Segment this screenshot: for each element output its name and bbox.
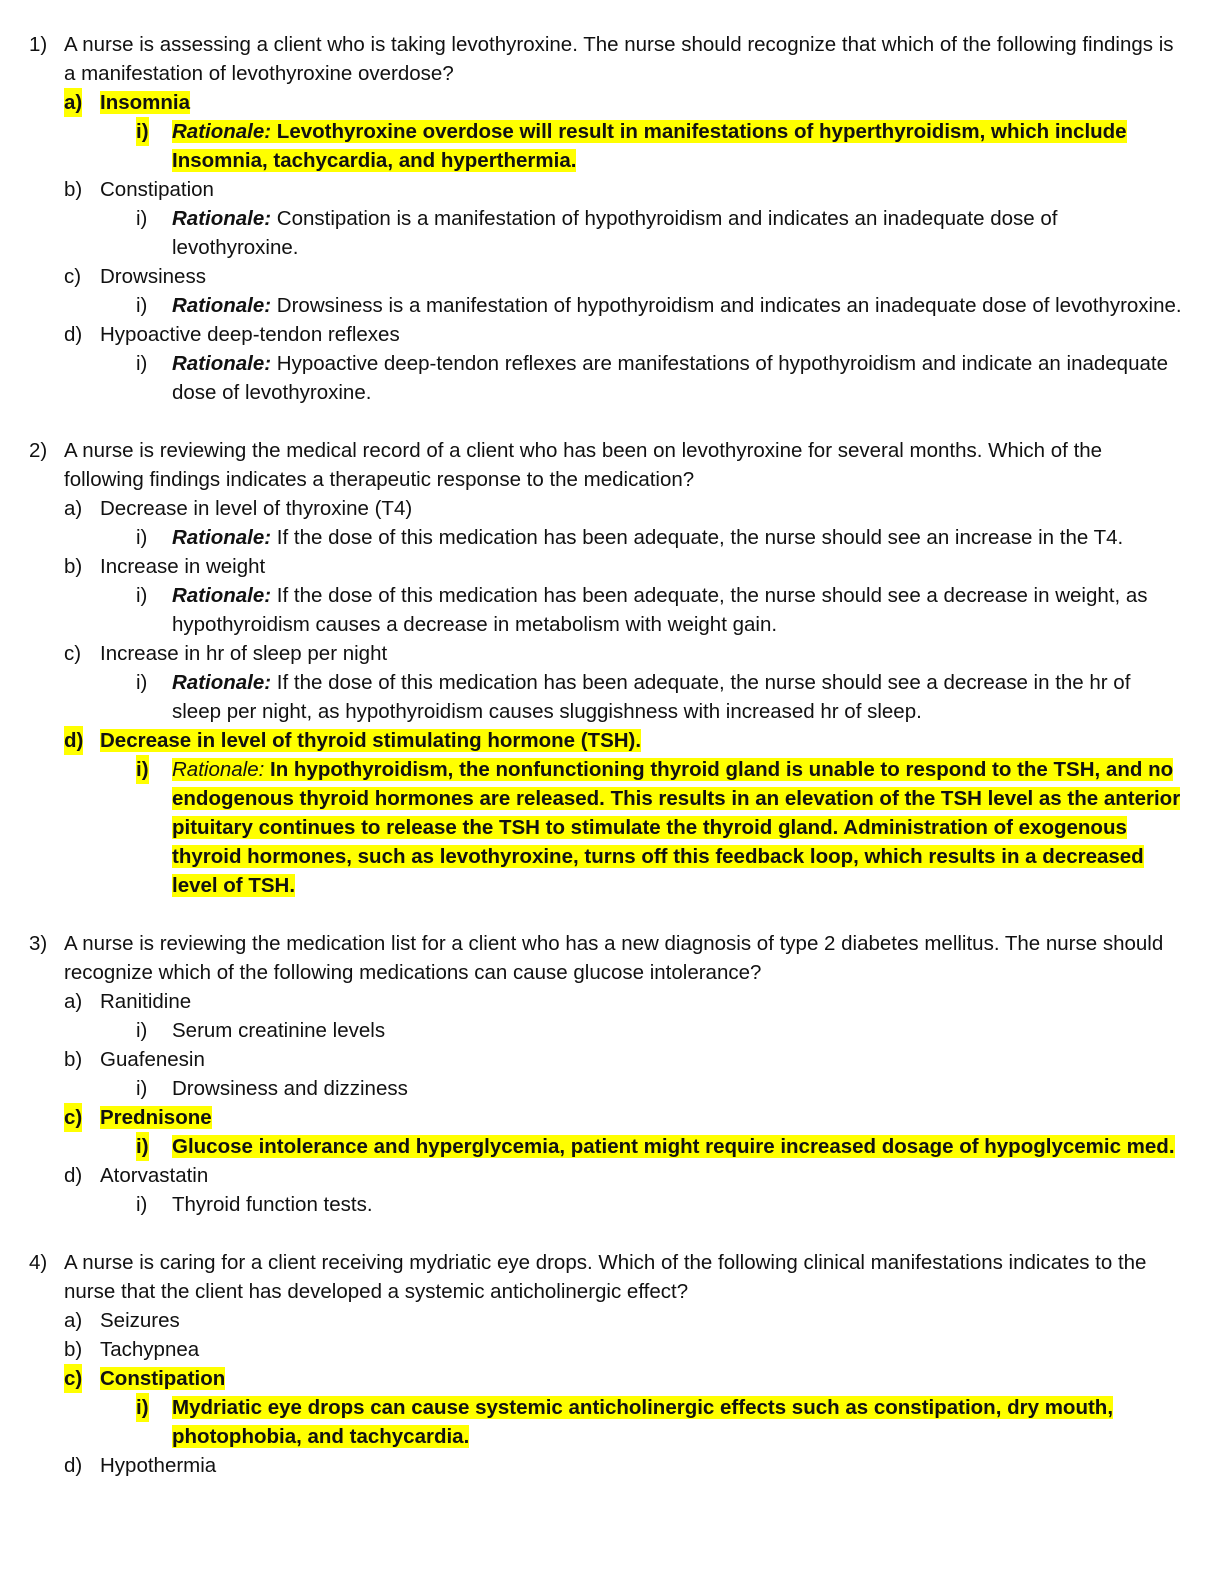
option-letter: a) [64, 88, 82, 117]
rationale-number: i) [136, 584, 148, 607]
option-letter: c) [64, 1364, 82, 1393]
option-text: Atorvastatin [100, 1164, 209, 1187]
option-text: Increase in weight [100, 555, 266, 578]
option-b [64, 175, 1184, 204]
rationale-number: i) [136, 1019, 148, 1042]
option-text: Ranitidine [100, 990, 192, 1013]
option-text: Seizures [100, 1309, 180, 1332]
rationale-wrap [64, 204, 1184, 262]
option-letter: c) [64, 642, 82, 665]
rationale-number: i) [136, 117, 149, 146]
question-stem: A nurse is caring for a client receiving mydriatic eye drops. Which of the following clinical manifestations indicates to the nurse that the client has developed a systemic anticholinergic effect? [64, 1251, 1147, 1303]
option-b [64, 1335, 1184, 1364]
rationale-wrap [64, 1190, 1184, 1219]
rationale [100, 117, 1184, 175]
question-4 [0, 1248, 1224, 1480]
spacer [0, 1219, 1224, 1248]
rationale [100, 668, 1184, 726]
option-a [64, 987, 1184, 1016]
rationale [100, 523, 1184, 552]
option-a [64, 88, 1184, 117]
option-letter: b) [64, 178, 83, 201]
rationale-number: i) [136, 526, 148, 549]
rationale-number: i) [136, 1193, 148, 1216]
question-2 [0, 436, 1224, 900]
rationale-text: Drowsiness is a manifestation of hypothyroidism and indicates an inadequate dose of levothyroxine. [271, 294, 1182, 317]
option-letter: b) [64, 1338, 83, 1361]
option-text: Hypothermia [100, 1454, 217, 1477]
option-letter: b) [64, 1048, 83, 1071]
option-text: Tachypnea [100, 1338, 200, 1361]
rationale [100, 349, 1184, 407]
rationale-wrap [64, 349, 1184, 407]
option-text: Increase in hr of sleep per night [100, 642, 388, 665]
rationale [100, 581, 1184, 639]
question-number: 3) [29, 932, 48, 955]
rationale-text: Drowsiness and dizziness [172, 1077, 408, 1100]
rationale-label: Rationale: [172, 758, 265, 781]
option-letter: c) [64, 265, 82, 288]
rationale-wrap [64, 755, 1184, 900]
option-text: Drowsiness [100, 265, 206, 288]
rationale-number: i) [136, 1077, 148, 1100]
rationale-text: Mydriatic eye drops can cause systemic anticholinergic effects such as constipation, dry mouth, photophobia, and tachycardia. [172, 1396, 1114, 1448]
option-text: Hypoactive deep-tendon reflexes [100, 323, 400, 346]
option-a [64, 1306, 1184, 1335]
option-d [64, 1451, 1184, 1480]
option-c [64, 1103, 1184, 1132]
rationale-number: i) [136, 352, 148, 375]
rationale [100, 204, 1184, 262]
rationale [100, 1393, 1184, 1451]
question-stem: A nurse is reviewing the medication list for a client who has a new diagnosis of type 2 diabetes mellitus. The nurse should recognize which of the following medications can cause glucose intolerance? [64, 932, 1164, 984]
option-d [64, 726, 1184, 755]
option-text: Guafenesin [100, 1048, 205, 1071]
option-c [64, 1364, 1184, 1393]
rationale [100, 1190, 1184, 1219]
rationale-text: Levothyroxine overdose will result in manifestations of hyperthyroidism, which include Insomnia, tachycardia, and hyperthermia. [172, 120, 1127, 172]
option-letter: c) [64, 1103, 82, 1132]
question-stem: A nurse is reviewing the medical record of a client who has been on levothyroxine for several months. Which of the following findings indicates a therapeutic response to the medication? [64, 439, 1103, 491]
option-letter: a) [64, 497, 83, 520]
option-text: Constipation [100, 1367, 226, 1390]
rationale-number: i) [136, 1132, 149, 1161]
option-text: Decrease in level of thyroxine (T4) [100, 497, 413, 520]
rationale-wrap [64, 1074, 1184, 1103]
option-text: Decrease in level of thyroid stimulating hormone (TSH). [100, 729, 642, 752]
rationale-label: Rationale: [172, 671, 272, 694]
option-text: Insomnia [100, 91, 190, 114]
rationale-wrap [64, 1016, 1184, 1045]
rationale-wrap [64, 668, 1184, 726]
option-letter: b) [64, 555, 83, 578]
rationale-wrap [64, 291, 1184, 320]
rationale-number: i) [136, 755, 149, 784]
rationale-text: In hypothyroidism, the nonfunctioning thyroid gland is unable to respond to the TSH, and no endogenous thyroid hormones are released. This results in an elevation of the TSH level as the anterior pituitary continues to release the TSH to stimulate the thyroid gland. Administration of exogenous thyroid hormones, such as levothyroxine, turns off this feedback loop, which results in a decreased level of TSH. [172, 758, 1181, 897]
rationale [100, 1074, 1184, 1103]
question-number: 1) [29, 33, 48, 56]
rationale-text: Thyroid function tests. [172, 1193, 373, 1216]
rationale-wrap [64, 523, 1184, 552]
rationale-wrap [64, 117, 1184, 175]
rationale-text: If the dose of this medication has been adequate, the nurse should see a decrease in the hr of sleep per night, as hypothyroidism causes sluggishness with increased hr of sleep. [172, 671, 1131, 723]
question-stem: A nurse is assessing a client who is taking levothyroxine. The nurse should recognize that which of the following findings is a manifestation of levothyroxine overdose? [64, 33, 1174, 85]
option-letter: d) [64, 1164, 83, 1187]
option-letter: d) [64, 726, 83, 755]
rationale-text: If the dose of this medication has been adequate, the nurse should see a decrease in weight, as hypothyroidism causes a decrease in metabolism with weight gain. [172, 584, 1148, 636]
question-3 [0, 929, 1224, 1219]
rationale-label: Rationale: [172, 526, 272, 549]
spacer [0, 900, 1224, 929]
rationale-number: i) [136, 294, 148, 317]
rationale-text: Glucose intolerance and hyperglycemia, patient might require increased dosage of hypoglycemic med. [172, 1135, 1175, 1158]
option-text: Prednisone [100, 1106, 212, 1129]
rationale-wrap [64, 1132, 1184, 1161]
option-b [64, 1045, 1184, 1074]
option-d [64, 320, 1184, 349]
rationale-label: Rationale: [172, 207, 272, 230]
rationale-number: i) [136, 1393, 149, 1422]
rationale-text: Hypoactive deep-tendon reflexes are manifestations of hypothyroidism and indicate an inadequate dose of levothyroxine. [172, 352, 1168, 404]
spacer [0, 407, 1224, 436]
option-letter: a) [64, 990, 83, 1013]
option-c [64, 639, 1184, 668]
option-letter: d) [64, 323, 83, 346]
rationale [100, 1132, 1184, 1161]
rationale-label: Rationale: [172, 294, 272, 317]
rationale [100, 1016, 1184, 1045]
question-1 [0, 30, 1224, 407]
rationale-label: Rationale: [172, 120, 272, 143]
rationale [100, 755, 1184, 900]
option-text: Constipation [100, 178, 214, 201]
option-c [64, 262, 1184, 291]
rationale-wrap [64, 1393, 1184, 1451]
rationale [100, 291, 1184, 320]
rationale-number: i) [136, 671, 148, 694]
rationale-label: Rationale: [172, 584, 272, 607]
option-a [64, 494, 1184, 523]
rationale-number: i) [136, 207, 148, 230]
option-d [64, 1161, 1184, 1190]
question-number: 2) [29, 439, 48, 462]
option-b [64, 552, 1184, 581]
option-letter: a) [64, 1309, 83, 1332]
rationale-text: If the dose of this medication has been adequate, the nurse should see an increase in the T4. [271, 526, 1124, 549]
question-number: 4) [29, 1251, 48, 1274]
rationale-label: Rationale: [172, 352, 272, 375]
rationale-wrap [64, 581, 1184, 639]
option-letter: d) [64, 1454, 83, 1477]
rationale-text: Constipation is a manifestation of hypothyroidism and indicates an inadequate dose of levothyroxine. [172, 207, 1058, 259]
rationale-text: Serum creatinine levels [172, 1019, 386, 1042]
